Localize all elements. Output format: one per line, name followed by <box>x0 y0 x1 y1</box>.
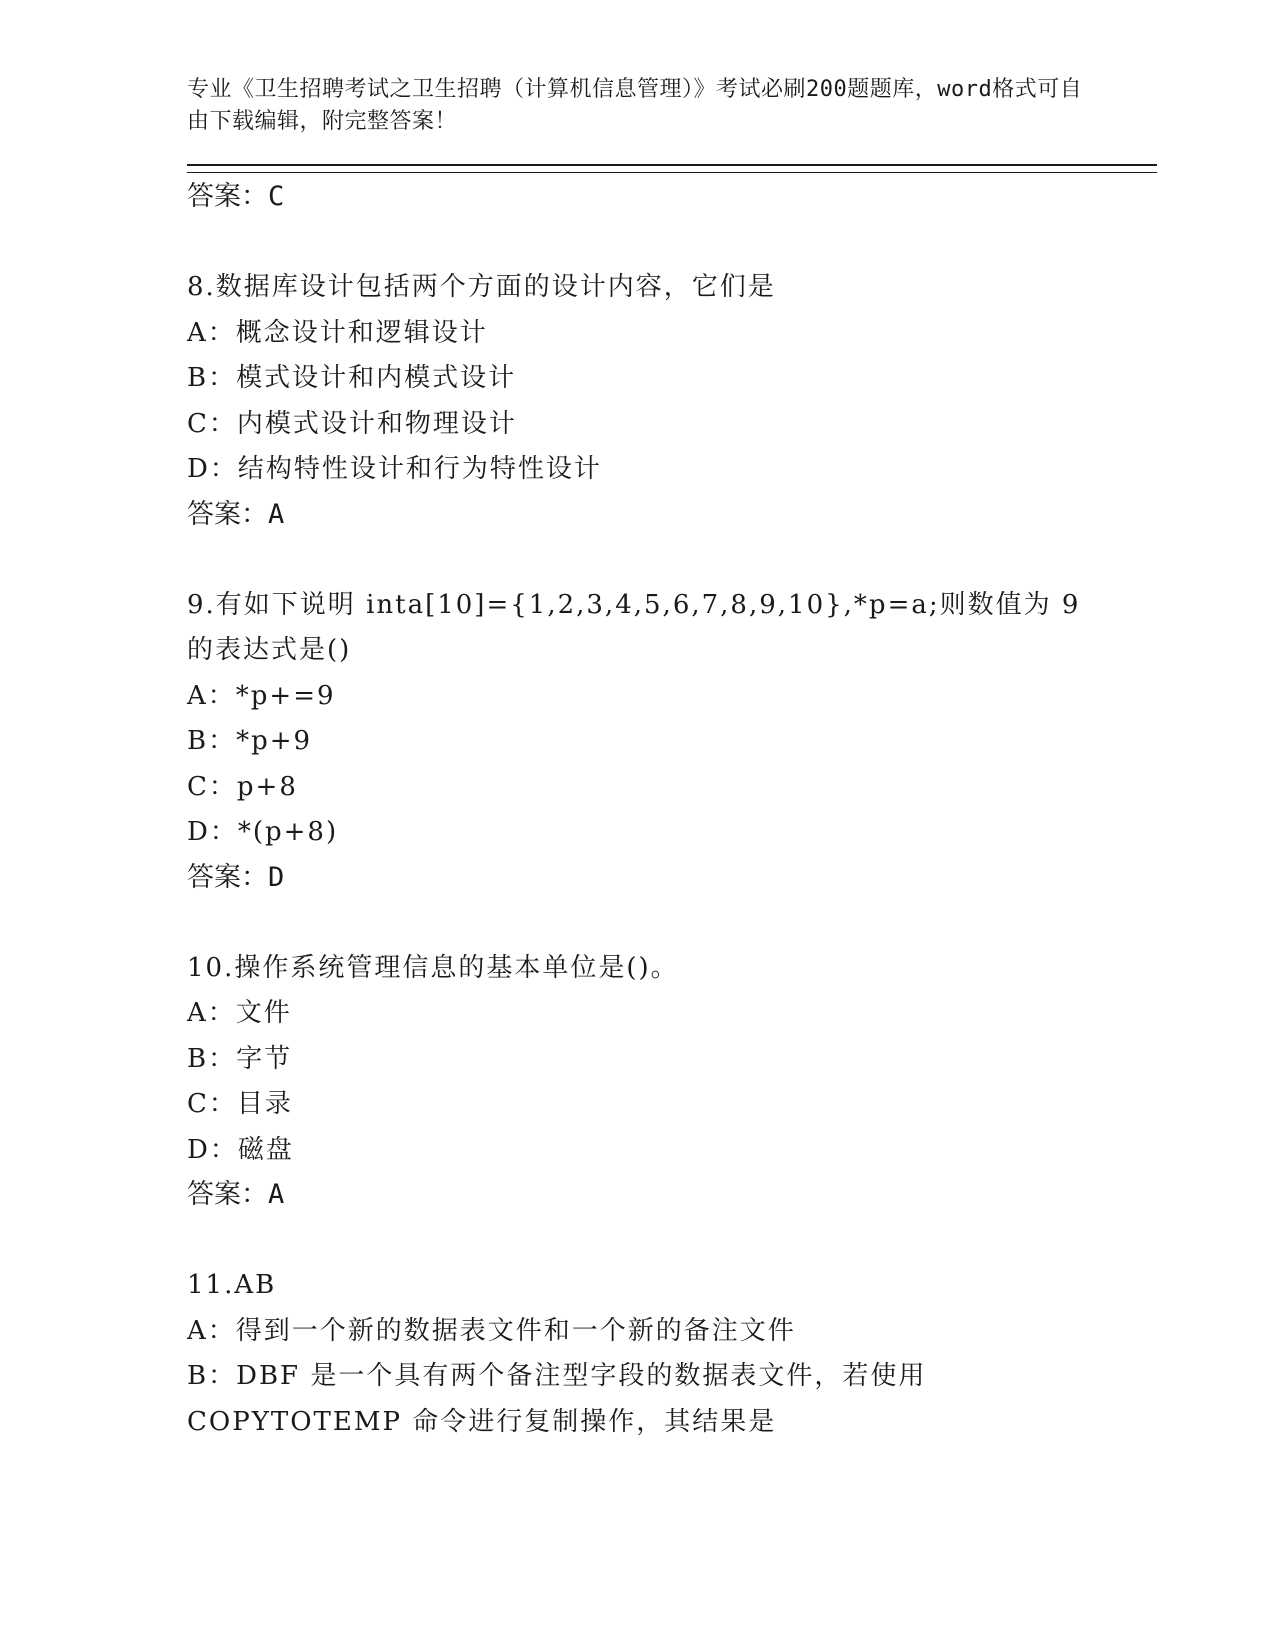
question-9 <box>187 583 1157 900</box>
answer-line: 答案：C <box>187 181 285 212</box>
option-d: D：*(p+8) <box>187 817 339 847</box>
option-a: A：概念设计和逻辑设计 <box>187 317 488 348</box>
option-b: B：字节 <box>187 1043 293 1074</box>
answer-line: 答案：A <box>187 498 285 530</box>
document-header: 专业《卫生招聘考试之卫生招聘（计算机信息管理）》考试必刷200题题库，word格式可自由下载编辑，附完整答案！ <box>187 77 1083 134</box>
option-b: B：*p+9 <box>187 726 313 756</box>
option-d: D：磁盘 <box>187 1134 294 1165</box>
option-a: A：文件 <box>187 998 292 1028</box>
answer-line: 答案：A <box>187 1179 285 1210</box>
question-11 <box>187 1263 1157 1445</box>
option-b: B：模式设计和内模式设计 <box>187 363 517 393</box>
question-stem: 10.操作系统管理信息的基本单位是()。 <box>187 952 679 983</box>
header-rule <box>187 164 1157 173</box>
option-a: A：得到一个新的数据表文件和一个新的备注文件 <box>187 1315 796 1346</box>
option-a: A：*p+=9 <box>187 680 336 711</box>
option-d: D：结构特性设计和行为特性设计 <box>187 454 602 484</box>
question-stem: 9.有如下说明 inta[10]={1,2,3,4,5,6,7,8,9,10},*p=a;则数值为 9 的表达式是() <box>187 589 1081 665</box>
question-stem: 11.AB <box>187 1270 277 1300</box>
question-10 <box>187 946 1157 1218</box>
option-c: C：p+8 <box>187 771 298 802</box>
option-c: C：目录 <box>187 1089 293 1119</box>
option-c: C：内模式设计和物理设计 <box>187 408 517 439</box>
question-stem: 8.数据库设计包括两个方面的设计内容，它们是 <box>187 272 776 302</box>
question-8 <box>187 265 1157 537</box>
document-page <box>187 74 1157 1445</box>
answer-line: 答案：D <box>187 861 285 893</box>
option-b: B：DBF 是一个具有两个备注型字段的数据表文件，若使用 COPYTOTEMP 命令进行复制操作，其结果是 <box>187 1361 927 1437</box>
